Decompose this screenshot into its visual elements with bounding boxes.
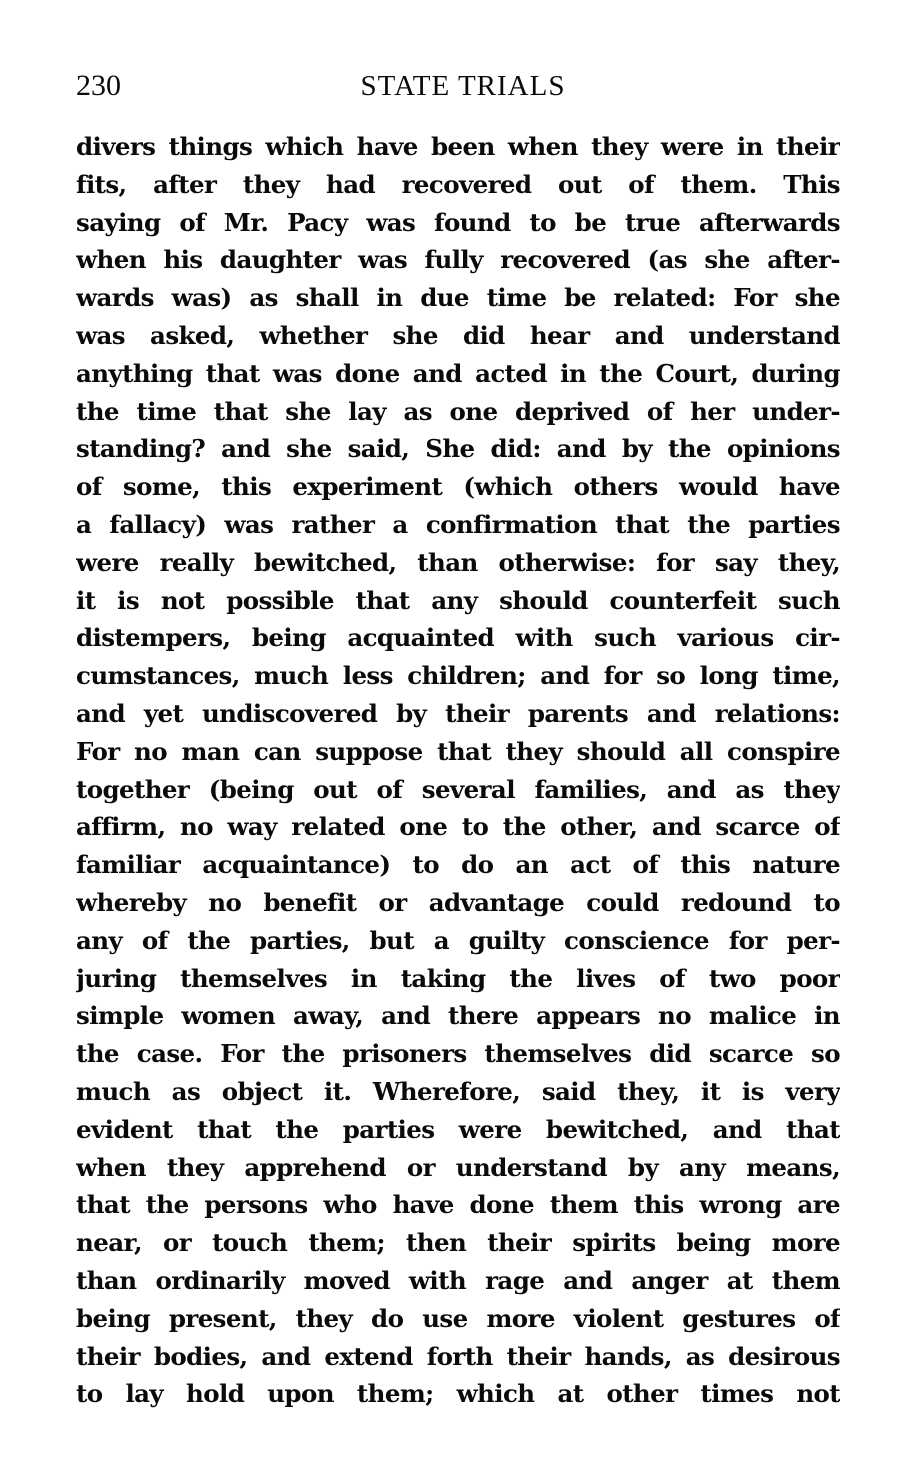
body-text bbox=[76, 128, 840, 1413]
text-line: wards was) as shall in due time be related: For she bbox=[76, 283, 840, 313]
page-number: 230 bbox=[76, 69, 121, 102]
text-line: saying of Mr. Pacy was found to be true afterwards bbox=[76, 207, 840, 237]
text-line: standing? and she said, She did: and by the opinions bbox=[76, 434, 840, 464]
text-line: For no man can suppose that they should all conspire bbox=[76, 736, 840, 766]
text-line: juring themselves in taking the lives of two poor bbox=[76, 963, 840, 993]
text-line: it is not possible that any should counterfeit such bbox=[76, 585, 840, 615]
text-line: cumstances, much less children; and for so long time, bbox=[76, 661, 840, 691]
text-line: the time that she lay as one deprived of her under- bbox=[76, 396, 840, 426]
text-line: near, or touch them; then their spirits being more bbox=[76, 1228, 840, 1258]
running-head bbox=[76, 64, 840, 108]
text-line: were really bewitched, than otherwise: for say they, bbox=[76, 547, 840, 577]
text-line: than ordinarily moved with rage and anger at them bbox=[76, 1265, 840, 1295]
text-line: that the persons who have done them this wrong are bbox=[76, 1190, 840, 1220]
text-line: together (being out of several families, and as they bbox=[76, 774, 840, 804]
text-line: whereby no benefit or advantage could redound to bbox=[76, 887, 840, 917]
text-line: distempers, being acquainted with such various cir- bbox=[76, 623, 840, 653]
text-line: being present, they do use more violent gestures of bbox=[76, 1303, 840, 1333]
text-line: much as object it. Wherefore, said they, it is very bbox=[76, 1076, 840, 1106]
text-line: of some, this experiment (which others would have bbox=[76, 472, 840, 502]
text-line: to lay hold upon them; which at other times not bbox=[76, 1379, 840, 1409]
text-line: simple women away, and there appears no malice in bbox=[76, 1001, 840, 1031]
text-line: familiar acquaintance) to do an act of this nature bbox=[76, 850, 840, 880]
text-line: anything that was done and acted in the Court, during bbox=[76, 358, 840, 388]
text-line: a fallacy) was rather a confirmation that the parties bbox=[76, 509, 840, 539]
text-line: and yet undiscovered by their parents and relations: bbox=[76, 698, 840, 728]
text-line: any of the parties, but a guilty conscience for per- bbox=[76, 925, 840, 955]
running-title: STATE TRIALS bbox=[360, 70, 566, 102]
text-line: when they apprehend or understand by any means, bbox=[76, 1152, 840, 1182]
text-line: the case. For the prisoners themselves did scarce so bbox=[76, 1039, 840, 1069]
text-line: divers things which have been when they were in their bbox=[76, 132, 840, 161]
text-line: was asked, whether she did hear and understand bbox=[76, 320, 840, 350]
text-line: their bodies, and extend forth their hands, as desirous bbox=[76, 1341, 840, 1371]
text-line: affirm, no way related one to the other, and scarce of bbox=[76, 812, 840, 842]
text-line: fits, after they had recovered out of them. This bbox=[76, 169, 840, 199]
text-line: when his daughter was fully recovered (as she after- bbox=[76, 245, 840, 275]
text-line: evident that the parties were bewitched, and that bbox=[76, 1114, 840, 1144]
